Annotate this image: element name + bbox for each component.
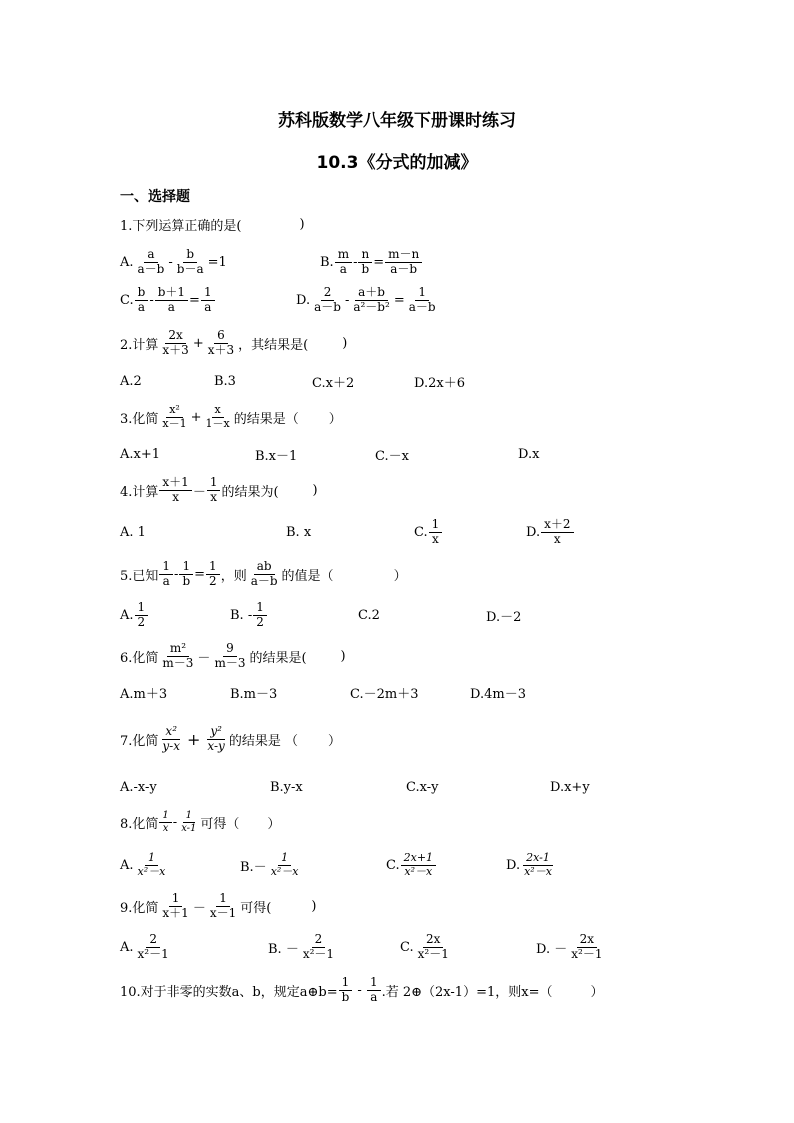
q4-option-c: C. $\frac{1}{x}$	[414, 515, 443, 549]
fraction: $\frac{2x}{\text{x²－1}}$	[417, 932, 449, 961]
fraction: $\frac{1}{a-b}$	[408, 285, 436, 314]
q3-option-b: B.x－1	[255, 448, 298, 464]
fraction: $\frac{\text{m²}}{m-3}$	[162, 641, 194, 670]
q3-option-a: A.x+1	[120, 446, 161, 462]
fraction: $\frac{1}{a}$	[159, 560, 173, 588]
fraction: $\frac{1}{2}$	[253, 601, 267, 629]
page-subtitle: 10.3《分式的加减》	[316, 153, 478, 173]
fraction: $\frac{2x}{x+3}$	[162, 328, 189, 357]
q4-option-b: B. x	[286, 524, 312, 540]
fraction: $\frac{1}{2}$	[135, 601, 149, 629]
question-1-options-row1	[120, 245, 520, 279]
question-6-options	[120, 675, 540, 709]
question-6-stem: 6.化简 $\frac{\text{m²}}{m-3}$ － $\frac{9}{m-3}$ 的结果是( )	[120, 641, 346, 670]
fraction: $\frac{x}{1-x}$	[205, 403, 230, 430]
question-1-stem: 1.下列运算正确的是( )	[120, 216, 305, 234]
fraction: $\frac{2x}{\text{x²－1}}$	[571, 932, 603, 961]
q6-option-c: C.－2m＋3	[350, 686, 419, 702]
question-3-stem: 3.化简 $\frac{\text{x²}}{x-1}$ + $\frac{x}{1-x}$ 的结果是（ ）	[120, 403, 342, 430]
fraction: $\frac{1}{a}$	[201, 286, 215, 314]
fraction: $\frac{6}{x+3}$	[207, 328, 235, 357]
fraction: $\frac{\text{x²}}{y-x}$	[162, 724, 181, 753]
question-1-options-row2	[120, 283, 520, 317]
q1-option-d: D. $\frac{2}{a-b}$ - $\frac{a+b}{\text{a²－b²}}$ = $\frac{1}{a-b}$	[296, 283, 440, 317]
fraction: $\frac{1}{\text{x²－x}}$	[137, 851, 166, 878]
fraction: $\frac{9}{m-3}$	[214, 641, 246, 670]
q2-option-b: B.3	[214, 373, 236, 389]
fraction: $\frac{1}{2}$	[206, 560, 220, 588]
fraction: $\frac{2}{a-b}$	[314, 285, 341, 314]
fraction: $\frac{a}{a-b}$	[137, 247, 165, 276]
fraction: $\frac{1}{b}$	[339, 976, 353, 1004]
fraction: $\frac{a+b}{\text{a²－b²}}$	[353, 285, 390, 314]
fraction: $\frac{b}{b-a}$	[176, 247, 204, 276]
q2-option-d: D.2x＋6	[414, 375, 465, 391]
question-4-options	[120, 515, 600, 549]
fraction: $\frac{1}{\text{x²－x}}$	[270, 851, 299, 878]
question-3-options	[120, 437, 580, 471]
question-9-stem: 9.化简 $\frac{1}{x+1}$ － $\frac{1}{x-1}$ 可得( )	[120, 891, 317, 920]
question-2-stem: 2.计算 $\frac{2x}{x+3}$ + $\frac{6}{x+3}$ ，其结果是( )	[120, 328, 348, 357]
q8-option-d: D. $\frac{2x-1}{\text{x²－x}}$	[506, 848, 556, 882]
question-5-stem: 5.已知 $\frac{1}{a}$ - $\frac{1}{b}$ = $\frac{1}{2}$ ，则 $\frac{ab}{a-b}$ 的值是（ ）	[120, 559, 407, 588]
q9-option-a: A. $\frac{2}{\text{x²－1}}$	[120, 930, 173, 964]
q3-option-c: C.－x	[375, 448, 409, 464]
q1-option-b: B. $\frac{m}{a}$ - $\frac{n}{b}$ = $\frac{m-n}{a-b}$	[320, 245, 423, 279]
q9-option-b: B. － $\frac{2}{\text{x²－1}}$	[268, 930, 338, 964]
fraction: $\frac{x+1}{x}$	[159, 476, 191, 504]
fraction: $\frac{1}{x+1}$	[162, 891, 189, 920]
q2-option-c: C.x＋2	[312, 375, 355, 391]
q4-option-a: A. 1	[120, 524, 146, 540]
q6-option-a: A.m＋3	[120, 686, 168, 702]
fraction: $\frac{2}{\text{x²－1}}$	[302, 932, 335, 961]
question-8-options	[120, 848, 580, 882]
q7-option-b: B.y-x	[270, 779, 303, 795]
q9-option-c: C. $\frac{2x}{\text{x²－1}}$	[400, 930, 453, 964]
question-9-options	[120, 930, 610, 964]
fraction: $\frac{x+2}{x}$	[541, 518, 573, 546]
fraction: $\frac{m}{a}$	[335, 248, 352, 276]
q5-option-a: A. $\frac{1}{2}$	[120, 598, 149, 632]
question-2-options	[120, 364, 520, 398]
fraction: $\frac{1}{x}$	[207, 476, 221, 504]
q5-option-d: D.－2	[486, 609, 522, 625]
q4-option-d: D. $\frac{x+2}{x}$	[526, 515, 575, 549]
fraction: $\frac{1}{x}$	[159, 810, 171, 833]
q6-option-d: D.4m－3	[470, 686, 526, 702]
fraction: $\frac{1}{x-1}$	[181, 810, 197, 834]
fraction: $\frac{m-n}{a-b}$	[385, 248, 422, 276]
q7-option-d: D.x+y	[550, 779, 590, 795]
question-7-stem: 7.化简 $\frac{\text{x²}}{y-x}$ + $\frac{\text{y²}}{x-y}$ 的结果是 （ ）	[120, 724, 341, 753]
fraction: $\frac{1}{x-1}$	[209, 891, 237, 920]
q6-option-b: B.m－3	[230, 686, 278, 702]
q8-option-b: B.－ $\frac{1}{\text{x²－x}}$	[240, 848, 303, 882]
question-5-options	[120, 598, 540, 632]
q9-option-d: D. － $\frac{2x}{\text{x²－1}}$	[536, 930, 606, 964]
q8-option-a: A. $\frac{1}{\text{x²－x}}$	[120, 848, 169, 882]
section-heading: 一、选择题	[120, 189, 190, 205]
q3-option-d: D.x	[518, 446, 540, 462]
fraction: $\frac{1}{b}$	[179, 560, 193, 588]
q1-option-a: A. $\frac{a}{a-b}$ - $\frac{b}{b-a}$ =1	[120, 247, 227, 276]
q2-option-a: A.2	[120, 373, 142, 389]
fraction: $\frac{b+1}{a}$	[155, 286, 188, 314]
fraction: $\frac{\text{y²}}{x-y}$	[207, 724, 225, 753]
fraction: $\frac{2x-1}{\text{x²－x}}$	[524, 851, 552, 878]
fraction: $\frac{\text{x²}}{x-1}$	[162, 403, 187, 430]
question-8-stem: 8.化简 $\frac{1}{x}$ - $\frac{1}{x-1}$ 可得（ ）	[120, 810, 281, 834]
question-4-stem: 4.计算 $\frac{x+1}{x}$ － $\frac{1}{x}$ 的结果为( )	[120, 475, 318, 504]
question-10-stem: 10.对于非零的实数a、b，规定a⊕b= $\frac{1}{b}$ - $\frac{1}{a}$ .若 2⊕（2x-1）=1，则x=（ ）	[120, 975, 604, 1004]
page-title: 苏科版数学八年级下册课时练习	[278, 111, 516, 131]
fraction: $\frac{ab}{a-b}$	[250, 559, 278, 588]
q5-option-b: B. - $\frac{1}{2}$	[230, 598, 268, 632]
fraction: $\frac{1}{x}$	[429, 518, 443, 546]
question-7-options	[120, 770, 600, 804]
q8-option-c: C. $\frac{2x+1}{\text{x²－x}}$	[386, 848, 437, 882]
fraction: $\frac{n}{b}$	[358, 248, 372, 276]
fraction: $\frac{b}{a}$	[135, 286, 149, 314]
q7-option-a: A.-x-y	[120, 779, 157, 795]
q7-option-c: C.x-y	[406, 779, 439, 795]
fraction: $\frac{2x+1}{\text{x²－x}}$	[401, 852, 436, 878]
q1-option-c: C. $\frac{b}{a}$ - $\frac{b+1}{a}$ = $\frac{1}{a}$	[120, 283, 216, 317]
fraction: $\frac{1}{a}$	[367, 976, 381, 1004]
fraction: $\frac{2}{\text{x²－1}}$	[137, 932, 169, 961]
q5-option-c: C.2	[358, 607, 380, 623]
